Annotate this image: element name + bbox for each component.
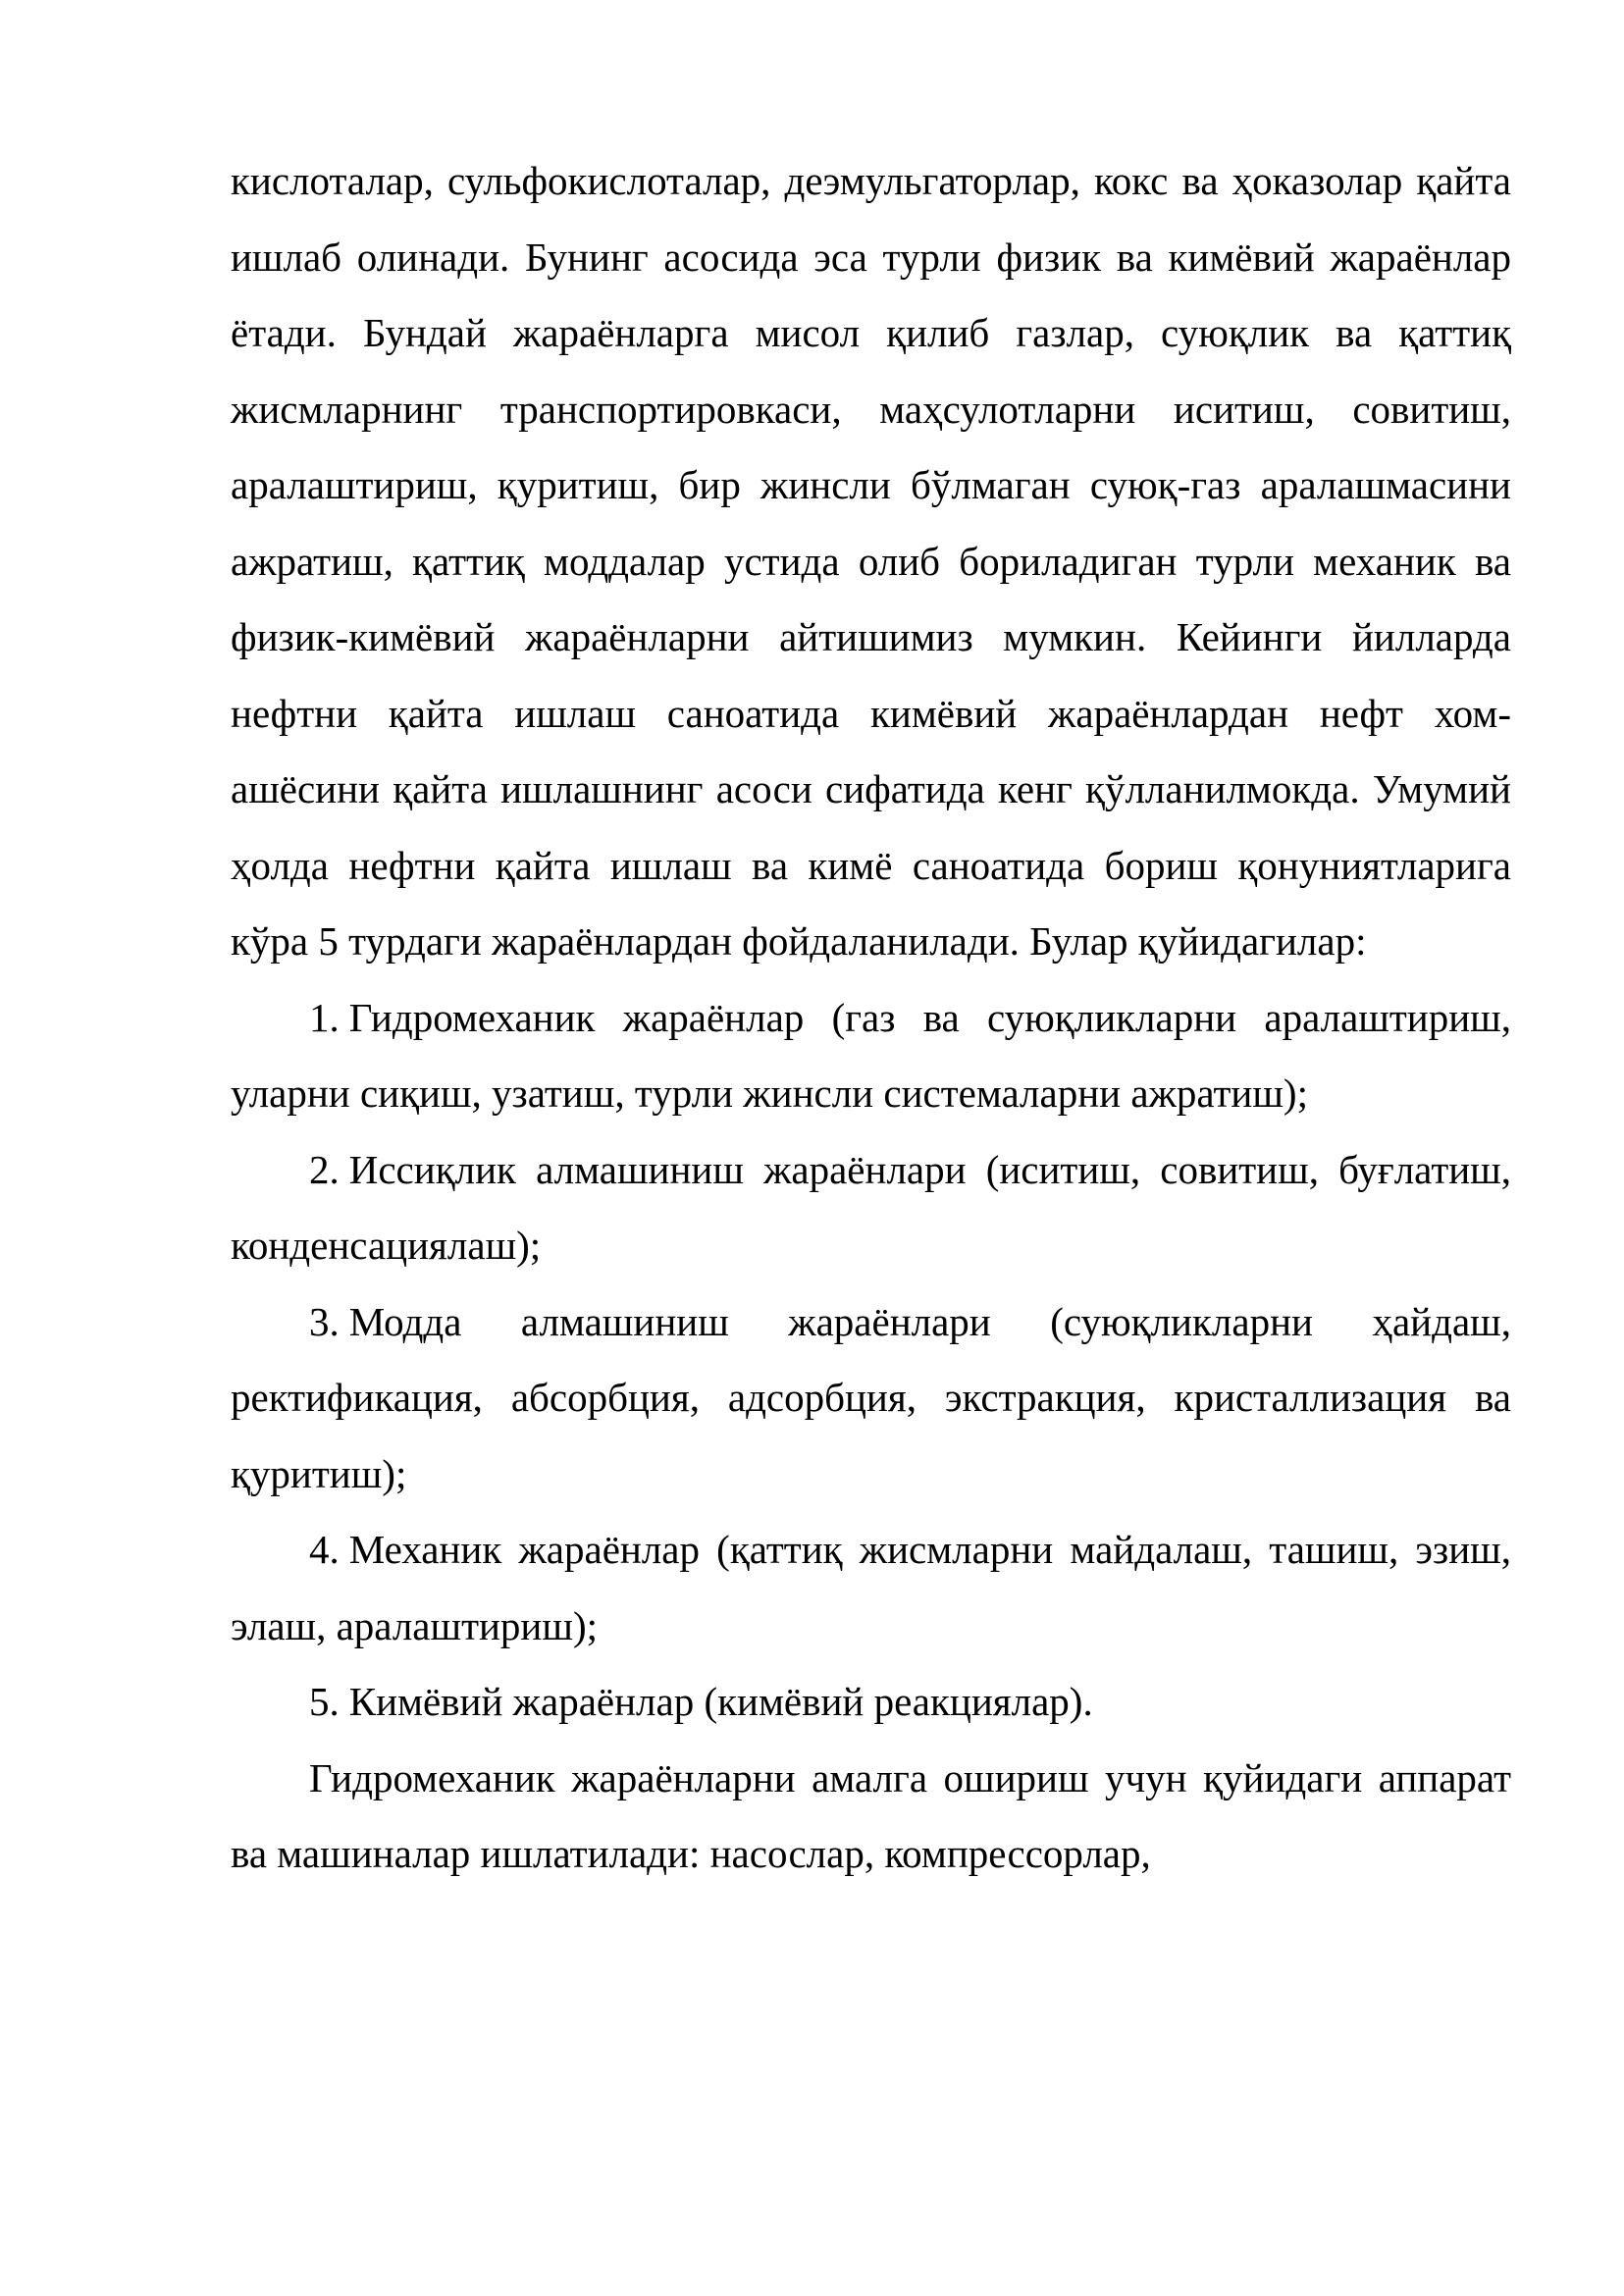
list-item-text: Гидромеханик жараёнлар (газ ва суюқликларни аралаштириш, уларни сиқиш, узатиш, турли жинсли системаларни ажратиш); — [231, 994, 1511, 1116]
list-item-number: 4. — [309, 1527, 340, 1572]
closing-paragraph: Гидромеханик жараёнларни амалга ошириш учун қуйидаги аппарат ва машиналар ишлатилади: насослар, компрессорлар, — [231, 1754, 1511, 1876]
list-item-number: 3. — [309, 1298, 340, 1344]
list-item-text: Механик жараёнлар (қаттиқ жисмларни майдалаш, ташиш, эзиш, элаш, аралаштириш); — [231, 1527, 1511, 1648]
list-item — [231, 1284, 1511, 1513]
list-item — [231, 1132, 1511, 1284]
list-item — [231, 1512, 1511, 1664]
intro-paragraph: кислоталар, сульфокислоталар, деэмульгаторлар, кокс ва ҳоказолар қайта ишлаб олинади. Бунинг асосида эса турли физик ва кимёвий жараёнлар ётади. Бундай жараёнларга мисол қилиб газлар, суюқлик ва қаттиқ жисмларнинг транспортировкаси, маҳсулотларни иситиш, совитиш, аралаштириш, қуритиш, бир жинсли бўлмаган суюқ-газ аралашмасини ажратиш, қаттиқ моддалар устида олиб бориладиган турли механик ва физик-кимёвий жараёнларни айтишимиз мумкин. Кейинги йилларда нефтни қайта ишлаш саноатида кимёвий жараёнлардан нефт хом-ашёсини қайта ишлашнинг асоси сифатида кенг қўлланилмокда. Умумий ҳолда нефтни қайта ишлаш ва кимё саноатида бориш қонуниятларига кўра 5 турдаги жараёнлардан фойдаланилади. Булар қуйидагилар: — [231, 158, 1511, 964]
list-item — [231, 1664, 1511, 1741]
list-item-number: 1. — [309, 994, 340, 1040]
document-page — [231, 143, 1511, 1893]
process-list — [231, 980, 1511, 1741]
list-item-number: 2. — [309, 1146, 340, 1192]
list-item-number: 5. — [309, 1679, 340, 1724]
list-item-text: Модда алмашиниш жараёнлари (суюқликларни ҳайдаш, ректификация, абсорбция, адсорбция, экстракция, кристаллизация ва қуритиш); — [231, 1298, 1511, 1496]
list-item — [231, 980, 1511, 1132]
list-item-text: Иссиқлик алмашиниш жараёнлари (иситиш, совитиш, буғлатиш, конденсациялаш); — [231, 1146, 1511, 1268]
list-item-text: Кимёвий жараёнлар (кимёвий реакциялар). — [348, 1679, 1093, 1724]
